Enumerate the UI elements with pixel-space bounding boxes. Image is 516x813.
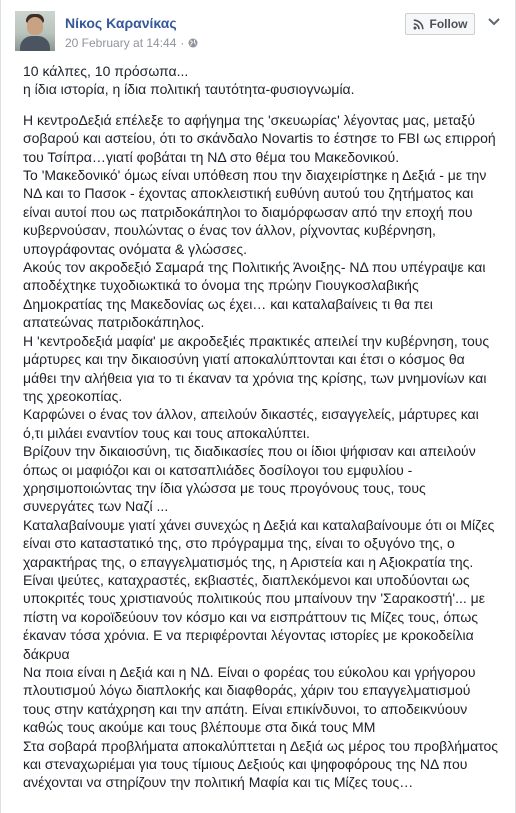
rss-icon xyxy=(413,19,424,30)
body-line: όπως οι μαφιόζοι και οι κατσαπλιάδες δοσίλογοι του εμφυλίου - xyxy=(23,461,413,478)
body-line: και στεναχωριέμαι για τους τίμιους Δεξιούς και ψηφοφόρους της ΝΔ που xyxy=(23,756,468,773)
body-line: Δημοκρατίας της Μακεδονίας ως έχει… και καταλαβαίνεις τι θα πει xyxy=(23,295,433,312)
body-line: καθώς τους ακούμε και τους βλέπουμε στα δικά τους ΜΜ xyxy=(23,719,376,736)
body-line: Να ποια είναι η Δεξιά και η ΝΔ. Είναι ο φορέας του εύκολου και γρήγορου xyxy=(23,664,476,680)
body-line: είναι αυτοί που ως πατριδοκάπηλοι το διαμόρφωσαν από την εποχή που xyxy=(23,203,473,220)
body-line: Το 'Μακεδονικό' όμως είναι υπόθεση που την διαχειρίστηκε η Δεξιά - με την xyxy=(23,167,487,184)
avatar-shoulders xyxy=(20,36,50,51)
intro-line: η ίδια ιστορία, η ίδια πολιτική ταυτότητα-φυσιογνωμία. xyxy=(23,81,355,98)
body-line: είναι στο καταστατικό της, στο πρόγραμμα της, είναι το οξυγόνο της, ο xyxy=(23,535,455,552)
body-line: σοβαρού και αστείου, ότι το σκάνδαλο Novartis το έστησε το FBI ως επιρροή xyxy=(23,130,496,147)
body-line: μάρτυρες και την δικαιοσύνη γιατί αποκαλύπτονται και έτσι ο κόσμος θα xyxy=(23,351,465,368)
body-line: Καρφώνει ο ένας τον άλλον, απειλούν δικαστές, εισαγγελείς, μάρτυρες και xyxy=(23,406,479,423)
body-line: απατεώνας πατριδοκάπηλος. xyxy=(23,314,205,331)
body-line: πίστη να κοροϊδεύουν τον κόσμο και να εισπράττουν τις Μίζες τους, όπως xyxy=(23,608,479,625)
body-line: της χρεοκοπίας. xyxy=(23,387,123,404)
avatar[interactable] xyxy=(15,11,55,51)
post-intro xyxy=(23,62,513,99)
follow-label: Follow xyxy=(429,17,468,31)
intro-line: 10 κάλπες, 10 πρόσωπα... xyxy=(23,63,189,79)
body-line: αποδέχτηκε τυχοδιωκτικά το όνομα της πρώην Γιουγκοσλαβικής xyxy=(23,277,419,294)
meta-separator: · xyxy=(180,36,185,50)
post-timestamp[interactable]: 20 February at 14:44 xyxy=(65,36,177,50)
post-body xyxy=(23,111,513,792)
body-line: του Τσίπρα…γιατί φοβάται τη ΝΔ στο θέμα του Μακεδονικού. xyxy=(23,148,400,165)
body-line: δάκρυα xyxy=(23,645,70,662)
body-line: πλουτισμού λόγω διαπλοκής και διαφθοράς, χάριν του επαγγελματισμού xyxy=(23,682,471,699)
body-line: έκαναν τόσα χρόνια. Ε να περιφέρονται λέγοντας ιστορίες με κροκοδείλια xyxy=(23,627,474,644)
body-line: ό,τι μιλάει εναντίον τους και τους αποκαλύπτει. xyxy=(23,424,310,441)
post-header xyxy=(1,0,515,62)
body-line: Ακούς τον ακροδεξιό Σαμαρά της Πολιτικής Άνοιξης- ΝΔ που υπέγραψε και xyxy=(23,259,486,276)
body-line: Στα σοβαρά προβλήματα αποκαλύπτεται η Δεξιά ως μέρος του προβλήματος xyxy=(23,737,499,754)
body-line: χαρακτήρας της, ο επαγγελματισμός της, η Αριστεία και η Αξιοκρατία της. xyxy=(23,553,474,570)
body-line: Η 'κεντροδεξιά μαφία' με ακροδεξιές πρακτικές απειλεί την κυβέρνηση, τους xyxy=(23,332,490,349)
body-line: Είναι ψεύτες, καταχραστές, εκβιαστές, διαπλεκόμενοι και υποδύονται ως xyxy=(23,571,470,588)
body-line: τους στην κατάχρηση και την απάτη. Είναι επικίνδυνοι, το αποδεικνύουν xyxy=(23,700,468,717)
body-line: Βρίζουν την δικαιοσύνη, τις διαδικασίες που οι ίδιοι ψήφισαν και απειλούν xyxy=(23,443,476,460)
body-line: Καταλαβαίνουμε γιατί χάνει συνεχώς η Δεξιά και καταλαβαίνουμε ότι οι Μίζες xyxy=(23,516,495,533)
body-line: ΝΔ και το Πασοκ - έχοντας αποκλειστική ευθύνη αυτού του ζητήματος και xyxy=(23,185,474,202)
post-meta xyxy=(65,36,198,50)
body-line: κυβερνούσαν, πουλώντας ο ένας τον άλλον, ρίχνοντας κυβέρνηση, xyxy=(23,222,436,239)
body-line: χρησιμοποιώντας την ίδια γλώσσα με τους προγόνους τους, τους xyxy=(23,479,426,496)
post-text xyxy=(23,62,513,792)
chevron-down-icon[interactable] xyxy=(487,16,501,28)
globe-icon xyxy=(188,38,198,48)
avatar-face xyxy=(27,17,43,35)
body-line: συνεργάτες των Ναζί ... xyxy=(23,498,169,515)
body-line: Η κεντροΔεξιά επέλεξε το αφήγημα της 'σκευωρίας' λέγοντας μας, μεταξύ xyxy=(23,111,476,128)
body-line: υπογράφοντας ονόματα & γλώσσες. xyxy=(23,240,248,257)
follow-button[interactable] xyxy=(405,13,475,35)
author-name[interactable]: Νίκος Καρανίκας xyxy=(65,15,177,31)
body-line: υποκριτές τους χριστιανούς πολιτικούς που μπαίνουν την 'Σαρακοστή'... με xyxy=(23,590,485,607)
body-line: ανέχονται να στηρίζουν την πολιτική Μαφία και τις Μίζες τους… xyxy=(23,774,414,791)
body-line: μάθει την αλήθεια για το τι έκαναν τα χρόνια της κρίσης, των μνημονίων και xyxy=(23,369,487,386)
